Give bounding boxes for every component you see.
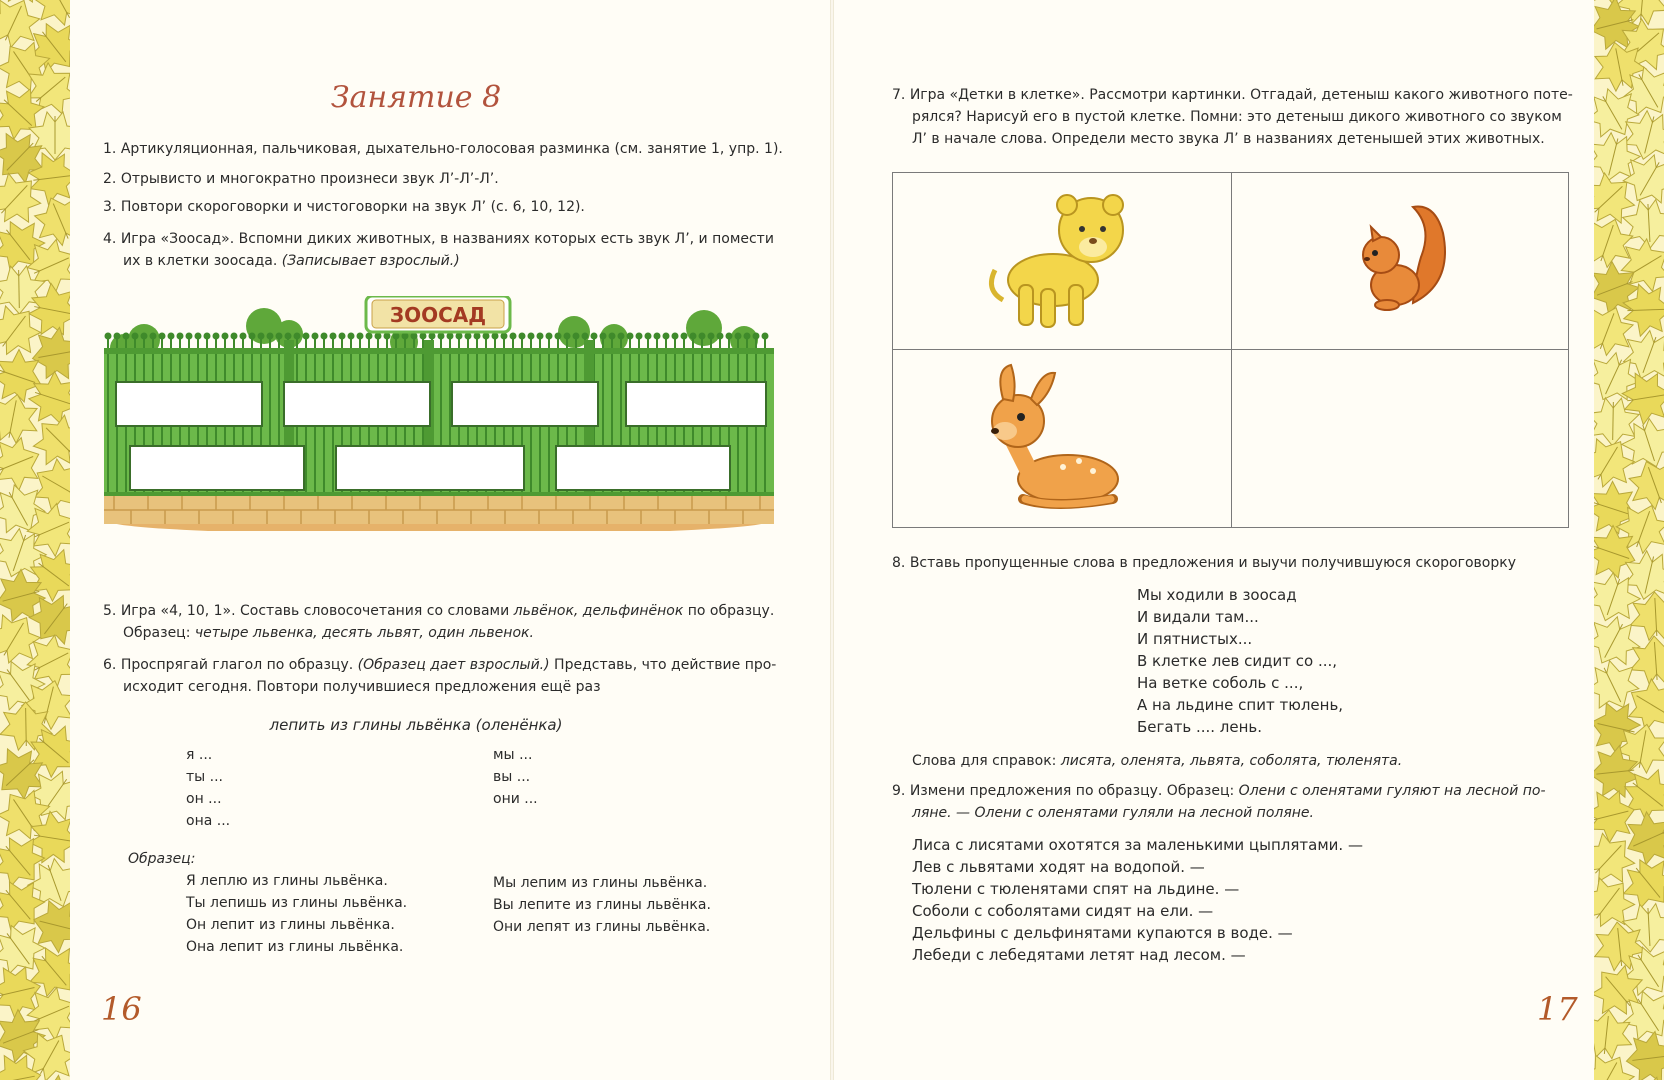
exercise-5: 5. Игра «4, 10, 1». Составь словосочетания со словами львёнок, дельфинёнок по образцу. Образец: четыре львенка, десять львят, один львенок.	[103, 603, 775, 641]
exercise-3: 3. Повтори скороговорки и чистоговорки на звук Л’ (с. 6, 10, 12).	[103, 199, 585, 215]
exercise-6: 6. Проспрягай глагол по образцу. (Образец дает взрослый.) Представь, что действие про- исходит сегодня. Повтори получившиеся предложения ещё раз	[103, 657, 777, 695]
grid-divider-horizontal	[893, 349, 1568, 350]
sample-heading: Образец:	[128, 851, 196, 867]
exercise-9: 9. Измени предложения по образцу. Образец: Олени с оленятами гуляют на лесной по- ляне. — Олени с оленятами гуляли на лесной поляне.	[892, 783, 1546, 821]
lesson-title: Занятие 8	[330, 80, 502, 115]
lion-cub-picture	[983, 185, 1133, 335]
fawn-picture	[983, 359, 1133, 519]
tongue-twister-poem: Мы ходили в зоосад И видали там... И пятнистых... В клетке лев сидит со ..., На ветке соболь с ..., А на льдине спит тюлень, Бегать .... лень.	[1137, 586, 1344, 736]
exercise-2: 2. Отрывисто и многократно произнеси звук Л’-Л’-Л’.	[103, 171, 499, 187]
reference-words: Слова для справок: лисята, оленята, львята, соболята, тюленята.	[912, 753, 1403, 769]
leaf-border-left	[0, 0, 70, 1080]
sample-plural: Мы лепим из глины львёнка. Вы лепите из глины львёнка. Они лепят из глины львёнка.	[493, 875, 711, 935]
book-spine	[830, 0, 834, 1080]
verb-phrase-title: лепить из глины львёнка (оленёнка)	[269, 716, 563, 734]
pronouns-singular: я ... ты ... он ... она ...	[186, 747, 231, 829]
zoo-sign-text: ЗООСАД	[389, 303, 487, 327]
squirrel-picture	[1353, 193, 1463, 323]
grid-divider-vertical	[1231, 173, 1232, 527]
sentences-to-change: Лиса с лисятами охотятся за маленькими цыплятами. — Лев с львятами ходят на водопой. — Тюлени с тюленятами спят на льдине. — Соболи с соболятами сидят на ели. — Дельфины с дельфинятами купаются в воде. — Лебеди с лебедятами летят над лесом. —	[912, 836, 1363, 964]
zoo-fence-illustration	[104, 296, 774, 531]
exercise-8: 8. Вставь пропущенные слова в предложения и выучи получившуюся скороговорку	[892, 555, 1516, 571]
exercise-4: 4. Игра «Зоосад». Вспомни диких животных, в названиях которых есть звук Л’, и помести их в клетки зоосада. (Записывает взрослый.)	[103, 231, 774, 269]
exercise-7: 7. Игра «Детки в клетке». Рассмотри картинки. Отгадай, детеныш какого животного поте- рялся? Нарисуй его в пустой клетке. Помни: это детеныш дикого животного со звуком Л’ в начале слова. Определи место звука Л’ в названиях детенышей этих животных.	[892, 87, 1573, 147]
pronouns-plural: мы ... вы ... они ...	[493, 747, 538, 807]
sample-singular: Я леплю из глины львёнка. Ты лепишь из глины львёнка. Он лепит из глины львёнка. Она лепит из глины львёнка.	[186, 873, 408, 955]
leaf-border-right	[1594, 0, 1664, 1080]
page-number-right: 17	[1537, 990, 1578, 1028]
picture-grid	[892, 172, 1569, 528]
page-number-left: 16	[101, 990, 142, 1028]
exercise-1: 1. Артикуляционная, пальчиковая, дыхательно-голосовая разминка (см. занятие 1, упр. 1).	[103, 141, 783, 157]
